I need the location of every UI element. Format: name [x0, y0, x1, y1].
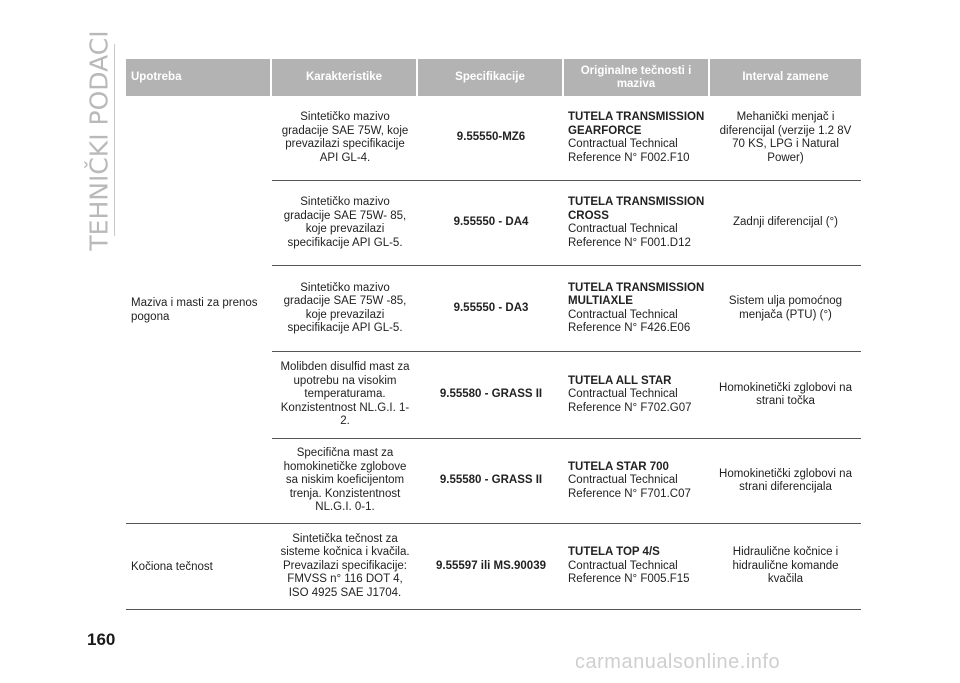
- header-change-interval: Interval zamene: [710, 59, 861, 96]
- specification-cell: 9.55580 - GRASS II: [439, 474, 543, 487]
- contract-reference: Contractual Technical Reference N° F005.F15: [568, 559, 690, 586]
- contract-reference: Contractual Technical Reference N° F001.D12: [568, 223, 691, 249]
- characteristics-cell: Sintetičko mazivo gradacije SAE 75W -85, koje prevazilazi specifikacije API GL-5.: [283, 281, 407, 334]
- product-name: TUTELA ALL STAR: [568, 374, 672, 387]
- section-title-text: TEHNIČKI PODACI: [84, 29, 114, 251]
- table-row: [272, 266, 861, 352]
- characteristics-cell: Sintetičko mazivo gradacije SAE 75W- 85, koje prevazilazi specifikacije API GL-5.: [283, 196, 407, 249]
- characteristics-cell: Sintetičko mazivo gradacije SAE 75W, koje prevazilazi specifikacije API GL-4.: [281, 111, 409, 164]
- contract-reference: Contractual Technical Reference N° F702.G07: [568, 388, 692, 414]
- original-fluid-cell: [564, 352, 710, 438]
- specification-cell: 9.55550 - DA4: [453, 216, 529, 229]
- specification-cell: 9.55597 ili MS.90039: [436, 559, 546, 572]
- header-characteristics: Karakteristike: [272, 59, 416, 96]
- group-rows: [272, 524, 861, 609]
- original-fluid-cell: [564, 181, 710, 265]
- characteristics-cell: Sintetička tečnost za sisteme kočnica i kvačila. Prevazilazi specifikacije: FMVSS n° 116 DOT 4, ISO 4925 SAE J1704.: [280, 532, 410, 599]
- original-fluid-cell: [564, 524, 710, 609]
- table-row: [272, 352, 861, 439]
- table-row: [272, 524, 861, 609]
- product-name: TUTELA TRANSMISSION MULTIAXLE: [568, 281, 705, 307]
- usage-cell: Kočiona tečnost: [131, 560, 213, 573]
- header-original-fluids: Originalne tečnosti i maziva: [564, 59, 708, 96]
- table-row: [272, 96, 861, 181]
- interval-cell: Homokinetički zglobovi na strani diferencijala: [719, 467, 852, 493]
- group-rows: [272, 96, 861, 523]
- contract-reference: Contractual Technical Reference N° F002.F10: [568, 138, 690, 164]
- specification-cell: 9.55550 - DA3: [453, 301, 529, 314]
- product-name: TUTELA TOP 4/S: [568, 546, 660, 559]
- section-title: [84, 29, 114, 251]
- interval-cell: Zadnji diferencijal (°): [733, 216, 838, 229]
- watermark: carmanualsonline.info: [575, 651, 781, 673]
- interval-cell: Sistem ulja pomoćnog menjača (PTU) (°): [728, 295, 843, 321]
- interval-cell: Mehanički menjač i diferencijal (verzije 1.2 8V 70 KS, LPG i Natural Power): [719, 111, 852, 164]
- interval-cell: Hidraulične kočnice i hidraulične komande kvačila: [732, 546, 839, 586]
- header-usage: Upotreba: [126, 59, 270, 96]
- usage-cell: Maziva i masti za prenos pogona: [131, 296, 258, 323]
- lubricants-table: [126, 59, 861, 610]
- table-group: [126, 96, 861, 524]
- table-row: [272, 439, 861, 523]
- original-fluid-cell: [564, 266, 710, 351]
- table-row: [272, 181, 861, 266]
- page-number: 160: [87, 630, 116, 649]
- section-divider: [114, 44, 115, 236]
- specification-cell: 9.55550-MZ6: [456, 131, 526, 144]
- characteristics-cell: Molibden disulfid mast za upotrebu na visokim temperaturama. Konzistentnost NL.G.I. 1-2.: [280, 361, 410, 428]
- product-name: TUTELA TRANSMISSION CROSS: [568, 196, 705, 222]
- original-fluid-cell: [564, 96, 710, 180]
- table-header: [126, 59, 861, 96]
- original-fluid-cell: [564, 439, 710, 523]
- contract-reference: Contractual Technical Reference N° F701.C07: [568, 474, 691, 500]
- product-name: TUTELA STAR 700: [568, 460, 669, 473]
- header-specifications: Specifikacije: [418, 59, 562, 96]
- specification-cell: 9.55580 - GRASS II: [439, 388, 543, 401]
- product-name: TUTELA TRANSMISSION GEARFORCE: [568, 111, 705, 137]
- table-group: [126, 524, 861, 610]
- interval-cell: Homokinetički zglobovi na strani točka: [719, 381, 852, 407]
- contract-reference: Contractual Technical Reference N° F426.E06: [568, 308, 691, 334]
- characteristics-cell: Specifična mast za homokinetičke zglobove sa niskim koeficijentom trenja. Konzistentnost NL.G.I. 0-1.: [283, 447, 407, 514]
